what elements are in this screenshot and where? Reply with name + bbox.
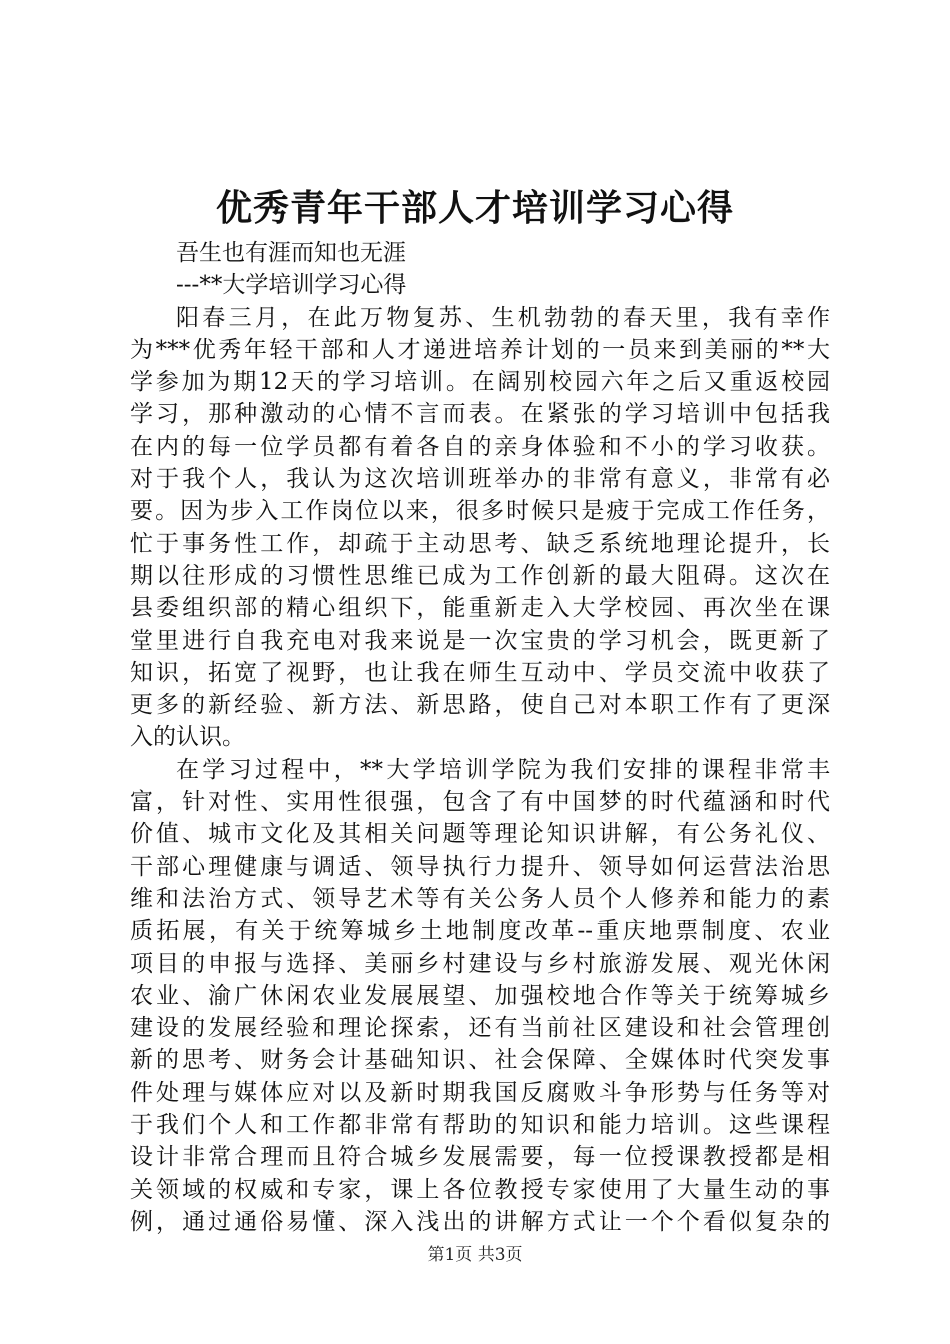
- paragraph-1: [130, 302, 830, 754]
- paragraph-line: 新的思考、财务会计基础知识、社会保障、全媒体时代突发事: [130, 1047, 830, 1074]
- paragraph-line: 学参加为期12天的学习培训。在阔别校园六年之后又重返校园: [130, 369, 830, 396]
- paragraph-line: 入的认识。: [130, 724, 245, 751]
- document-title: 优秀青年干部人才培训学习心得: [215, 187, 734, 229]
- paragraph-line: 干部心理健康与调适、领导执行力提升、领导如何运营法治思: [130, 853, 830, 880]
- paragraph-line: 富，针对性、实用性很强，包含了有中国梦的时代蕴涵和时代: [130, 789, 830, 816]
- paragraph-line: 阳春三月，在此万物复苏、生机勃勃的春天里，我有幸作: [176, 304, 830, 331]
- paragraph-line: 项目的申报与选择、美丽乡村建设与乡村旅游发展、观光休闲: [130, 950, 830, 977]
- paragraph-line: 在内的每一位学员都有着各自的亲身体验和不小的学习收获。: [130, 433, 830, 460]
- paragraph-line: 于我们个人和工作都非常有帮助的知识和能力培训。这些课程: [130, 1112, 830, 1139]
- paragraph-line: 更多的新经验、新方法、新思路，使自己对本职工作有了更深: [130, 692, 830, 719]
- page-number-footer: 第1页 共3页: [427, 1245, 523, 1265]
- paragraph-2: [130, 754, 830, 1238]
- paragraph-line: 设计非常合理而且符合城乡发展需要，每一位授课教授都是相: [130, 1144, 830, 1171]
- paragraph-line: 要。因为步入工作岗位以来，很多时候只是疲于完成工作任务，: [130, 498, 830, 525]
- paragraph-line: 堂里进行自我充电对我来说是一次宝贵的学习机会，既更新了: [130, 627, 830, 654]
- paragraph-line: 知识，拓宽了视野，也让我在师生互动中、学员交流中收获了: [130, 659, 830, 686]
- paragraph-line: 质拓展，有关于统筹城乡土地制度改革--重庆地票制度、农业: [130, 918, 830, 945]
- paragraph-line: 为***优秀年轻干部和人才递进培养计划的一员来到美丽的**大: [130, 336, 830, 363]
- document-body: [130, 237, 830, 1238]
- paragraph-line: 维和法治方式、领导艺术等有关公务人员个人修养和能力的素: [130, 885, 830, 912]
- paragraph-line: 关领域的权威和专家，课上各位教授专家使用了大量生动的事: [130, 1176, 830, 1203]
- paragraph-line: 例，通过通俗易懂、深入浅出的讲解方式让一个个看似复杂的: [130, 1208, 830, 1235]
- paragraph-line: 县委组织部的精心组织下，能重新走入大学校园、再次坐在课: [130, 595, 830, 622]
- paragraph-line: 价值、城市文化及其相关问题等理论知识讲解，有公务礼仪、: [130, 821, 830, 848]
- paragraph-line: 忙于事务性工作，却疏于主动思考、缺乏系统地理论提升，长: [130, 530, 830, 557]
- subtitle-line: 吾生也有涯而知也无涯: [176, 240, 406, 266]
- paragraph-line: 对于我个人，我认为这次培训班举办的非常有意义，非常有必: [130, 466, 830, 493]
- paragraph-line: 学习，那种激动的心情不言而表。在紧张的学习培训中包括我: [130, 401, 830, 428]
- paragraph-line: 期以往形成的习惯性思维已成为工作创新的最大阻碍。这次在: [130, 562, 830, 589]
- paragraph-line: 农业、渝广休闲农业发展展望、加强校地合作等关于统筹城乡: [130, 982, 830, 1009]
- paragraph-line: 建设的发展经验和理论探索，还有当前社区建设和社会管理创: [130, 1015, 830, 1042]
- paragraph-line: 在学习过程中，**大学培训学院为我们安排的课程非常丰: [176, 756, 830, 783]
- subtitle-line: ---**大学培训学习心得: [176, 272, 407, 299]
- paragraph-line: 件处理与媒体应对以及新时期我国反腐败斗争形势与任务等对: [130, 1079, 830, 1106]
